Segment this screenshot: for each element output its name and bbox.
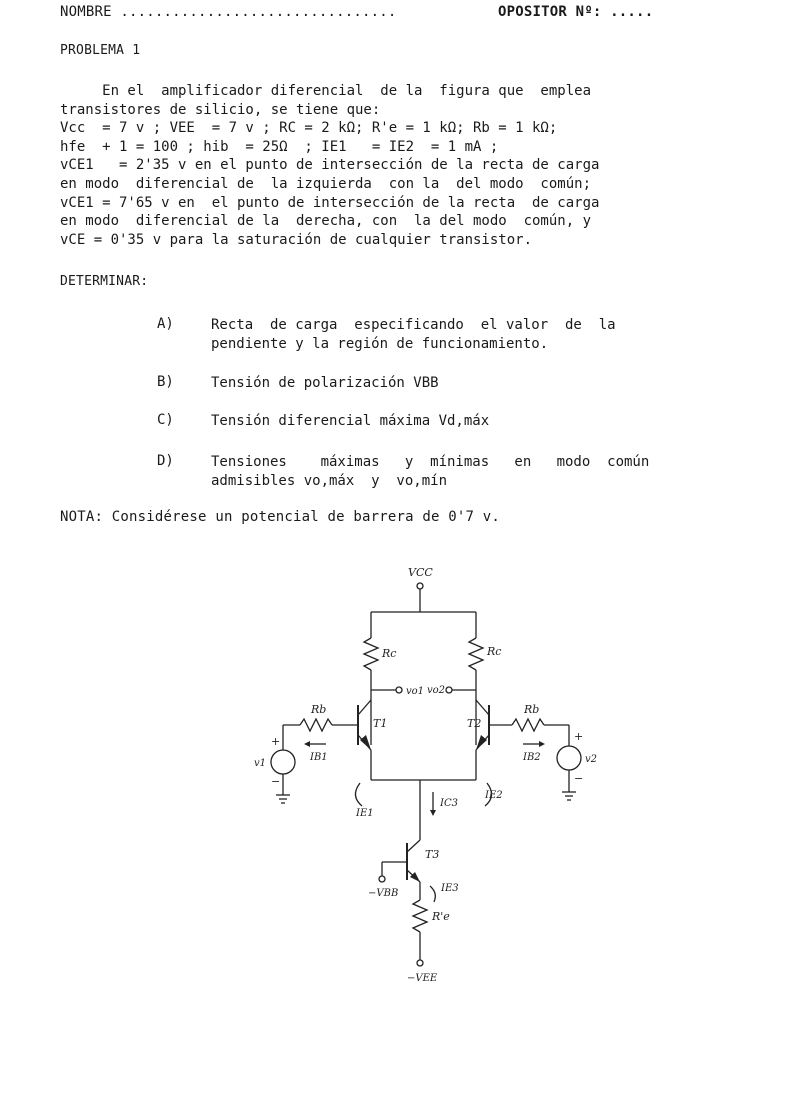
vo1-terminal — [396, 687, 402, 693]
problem-title: PROBLEMA 1 — [60, 43, 141, 58]
vo2-terminal — [446, 687, 452, 693]
v2-label: v2 — [585, 754, 598, 765]
re-label: R'e — [432, 910, 450, 923]
vo1-label: vo1 — [406, 686, 425, 697]
nota-text: NOTA: Considérese un potencial de barrera de 0'7 v. — [60, 509, 501, 525]
v1-source — [271, 750, 295, 774]
opositor-field: OPOSITOR Nº: ..... — [498, 4, 654, 20]
v1-plus: + — [271, 735, 281, 748]
t3-label: T3 — [425, 848, 440, 861]
nombre-field: NOMBRE ................................ — [60, 4, 397, 20]
v2-minus: − — [574, 772, 584, 785]
re-resistor — [413, 900, 427, 932]
vbb-label: −VBB — [368, 888, 399, 899]
v1-minus: − — [271, 775, 281, 788]
rb-right-resistor — [512, 719, 544, 731]
ic3-label: IC3 — [440, 798, 458, 809]
ie1-arrow — [355, 783, 362, 806]
rb-left-resistor — [300, 719, 332, 731]
rb-right-label: Rb — [524, 703, 540, 716]
ib1-label: IB1 — [310, 752, 328, 763]
item-line: pendiente y la región de funcionamiento. — [211, 335, 549, 352]
ib2-label: IB2 — [523, 752, 541, 763]
item-line: admisibles vo,máx y vo,mín — [211, 472, 448, 489]
ie1-label: IE1 — [356, 808, 374, 819]
v2-source — [557, 746, 581, 770]
item-line: Tensiones máximas y mínimas en modo común — [211, 454, 650, 470]
rc-left-label: Rc — [382, 647, 397, 660]
statement-line: vCE1 = 2'35 v en el punto de intersección de la recta de carga — [60, 157, 600, 174]
statement-line: en modo diferencial de la izquierda con la del modo común; — [60, 175, 592, 192]
statement-line: vCE = 0'35 v para la saturación de cualquier transistor. — [60, 231, 533, 248]
vcc-label: VCC — [408, 566, 433, 579]
statement-line: en modo diferencial de la derecha, con la del modo común, y — [60, 213, 592, 230]
item-c-letter: C) — [157, 412, 174, 428]
statement-line: hfe + 1 = 100 ; hib = 25Ω ; IE1 = IE2 = 1 mA ; — [60, 138, 499, 155]
ie3-arrow — [430, 886, 435, 902]
v2-plus: + — [574, 730, 584, 743]
item-d-letter: D) — [157, 453, 174, 469]
determinar-heading: DETERMINAR: — [60, 274, 149, 289]
v1-label: v1 — [254, 758, 267, 769]
statement-line: Vcc = 7 v ; VEE = 7 v ; RC = 2 kΩ; R'e = 1 kΩ; Rb = 1 kΩ; — [60, 120, 558, 137]
rb-left-label: Rb — [311, 703, 327, 716]
ie2-label: IE2 — [485, 790, 503, 801]
item-line: Recta de carga especificando el valor de la — [211, 317, 616, 333]
item-a-letter: A) — [157, 316, 174, 332]
item-line: Tensión de polarización VBB — [211, 375, 439, 391]
vee-terminal — [417, 960, 423, 966]
statement-line: transistores de silicio, se tiene que: — [60, 101, 381, 118]
vbb-terminal — [379, 876, 385, 882]
rc-left-resistor — [364, 638, 378, 670]
item-line: Tensión diferencial máxima Vd,máx — [211, 413, 490, 429]
t1-label: T1 — [373, 717, 388, 730]
t2-label: T2 — [467, 717, 482, 730]
ie3-label: IE3 — [441, 883, 459, 894]
rc-right-label: Rc — [487, 645, 502, 658]
vee-label: −VEE — [407, 973, 438, 984]
vo2-label: vo2 — [427, 685, 446, 696]
rc-right-resistor — [469, 638, 483, 670]
statement-line: vCE1 = 7'65 v en el punto de intersección de la recta de carga — [60, 194, 600, 211]
statement-line: En el amplificador diferencial de la figura que emplea — [60, 83, 592, 99]
vcc-terminal — [417, 583, 423, 589]
item-b-letter: B) — [157, 374, 174, 390]
